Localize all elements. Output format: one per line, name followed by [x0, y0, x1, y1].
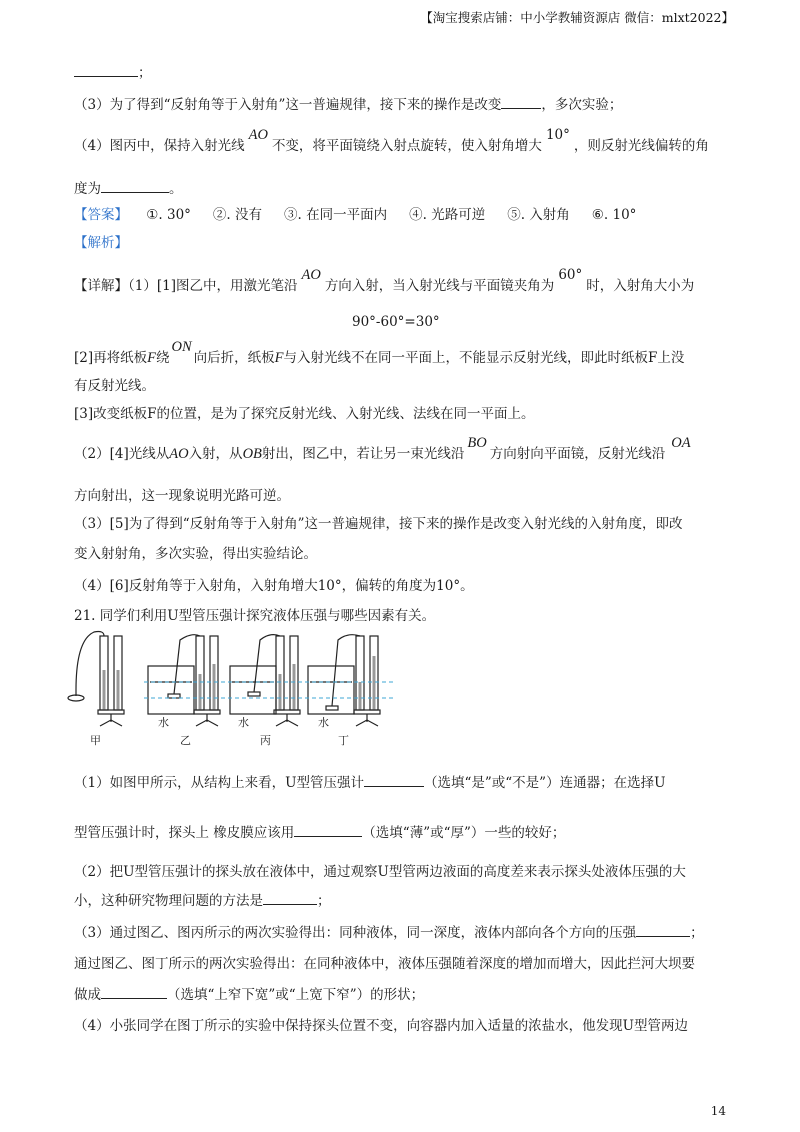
q20-p4: （4）图丙中，保持入射光线AO不变，将平面镜绕入射点旋转，使入射角增大10°，则反射光线偏转的角: [74, 127, 709, 154]
answer-blank: [294, 822, 362, 837]
apparatus-bing: [230, 635, 300, 726]
detail-1: 【详解】（1）[1]图乙中，用激光笔沿AO方向入射，当入射光线与平面镜夹角为60°时，入射角大小为: [74, 267, 695, 294]
detail-4: （2）[4]光线从AO入射，从OB射出，图乙中，若让另一束光线沿BO方向射向平面镜，反射光线沿OA: [74, 435, 691, 462]
figure-label-ding: 丁: [338, 734, 349, 747]
water-label: 水: [158, 716, 169, 729]
figure-label-jia: 甲: [90, 734, 101, 747]
q20-p2-end: ；: [74, 62, 152, 83]
answer-blank: [636, 922, 690, 937]
answer-line: 【答案】 ①. 30° ②. 没有 ③. 在同一平面内 ④. 光路可逆 ⑤. 入射角 ⑥. 10°: [74, 207, 637, 223]
q21-p2: （2）把U型管压强计的探头放在液体中，通过观察U型管两边液面的高度差来表示探头处液体压强的大: [74, 864, 686, 880]
q21-title: 21. 同学们利用U型管压强计探究液体压强与哪些因素有关。: [74, 608, 436, 624]
detail-4-cont: 方向射出，这一现象说明光路可逆。: [74, 488, 290, 504]
answer-blank: [101, 178, 169, 193]
detail-5: （3）[5]为了得到“反射角等于入射角”这一普遍规律，接下来的操作是改变入射光线的入射角度，即改: [74, 516, 683, 532]
q21-p3-cont: 通过图乙、图丁所示的两次实验得出：在同种液体中，液体压强随着深度的增加而增大，因此拦河大坝要: [74, 956, 695, 972]
header-watermark: 【淘宝搜索店铺：中小学教辅资源店 微信：mlxt2022】: [420, 10, 734, 25]
analysis-label: 【解析】: [74, 235, 128, 251]
figure-label-yi: 乙: [180, 734, 191, 747]
answer-blank: [74, 62, 138, 77]
answer-blank: [501, 94, 541, 109]
formula: 90°-60°=30°: [352, 314, 440, 330]
detail-6: （4）[6]反射角等于入射角，入射角增大10°，偏转的角度为10°。: [74, 578, 474, 594]
page-number: 14: [710, 1104, 726, 1118]
water-label: 水: [318, 716, 329, 729]
apparatus-yi: [148, 635, 220, 726]
water-label: 水: [238, 716, 249, 729]
answer-label: 【答案】: [74, 207, 128, 223]
answer-blank: [364, 772, 424, 787]
answer-blank: [101, 984, 167, 999]
figure-label-bing: 丙: [260, 734, 271, 747]
detail-2: [2]再将纸板F绕ON向后折，纸板F与入射光线不在同一平面上，不能显示反射光线，即此时纸板F上没: [74, 339, 685, 366]
detail-5-cont: 变入射射角，多次实验，得出实验结论。: [74, 546, 317, 562]
detail-2-cont: 有反射光线。: [74, 378, 155, 394]
q20-p4-cont: 度为 。: [74, 178, 183, 199]
q20-p3: （3）为了得到“反射角等于入射角”这一普遍规律，接下来的操作是改变 ，多次实验；: [74, 94, 622, 115]
answer-blank: [263, 890, 317, 905]
q21-p4: （4）小张同学在图丁所示的实验中保持探头位置不变，向容器内加入适量的浓盐水，他发现U型管两边: [74, 1018, 688, 1034]
q21-p1-cont: 型管压强计时，探头上 橡皮膜应该用 （选填“薄”或“厚”）一些的较好；: [74, 822, 565, 843]
detail-3: [3]改变纸板F的位置，是为了探究反射光线、入射光线、法线在同一平面上。: [74, 406, 535, 422]
q21-p2-cont: 小，这种研究物理问题的方法是 ；: [74, 890, 331, 911]
q21-p3-cont2: 做成 （选填“上窄下宽”或“上宽下窄”）的形状；: [74, 984, 424, 1005]
apparatus-ding: [308, 635, 380, 726]
pressure-gauge-figure: [64, 630, 394, 750]
apparatus-jia: [68, 632, 124, 727]
q21-p1: （1）如图甲所示，从结构上来看，U型管压强计 （选填“是”或“不是”）连通器；在选择U: [74, 772, 665, 793]
q21-p3: （3）通过图乙、图丙所示的两次实验得出：同种液体，同一深度，液体内部向各个方向的压强 ；: [74, 922, 704, 943]
